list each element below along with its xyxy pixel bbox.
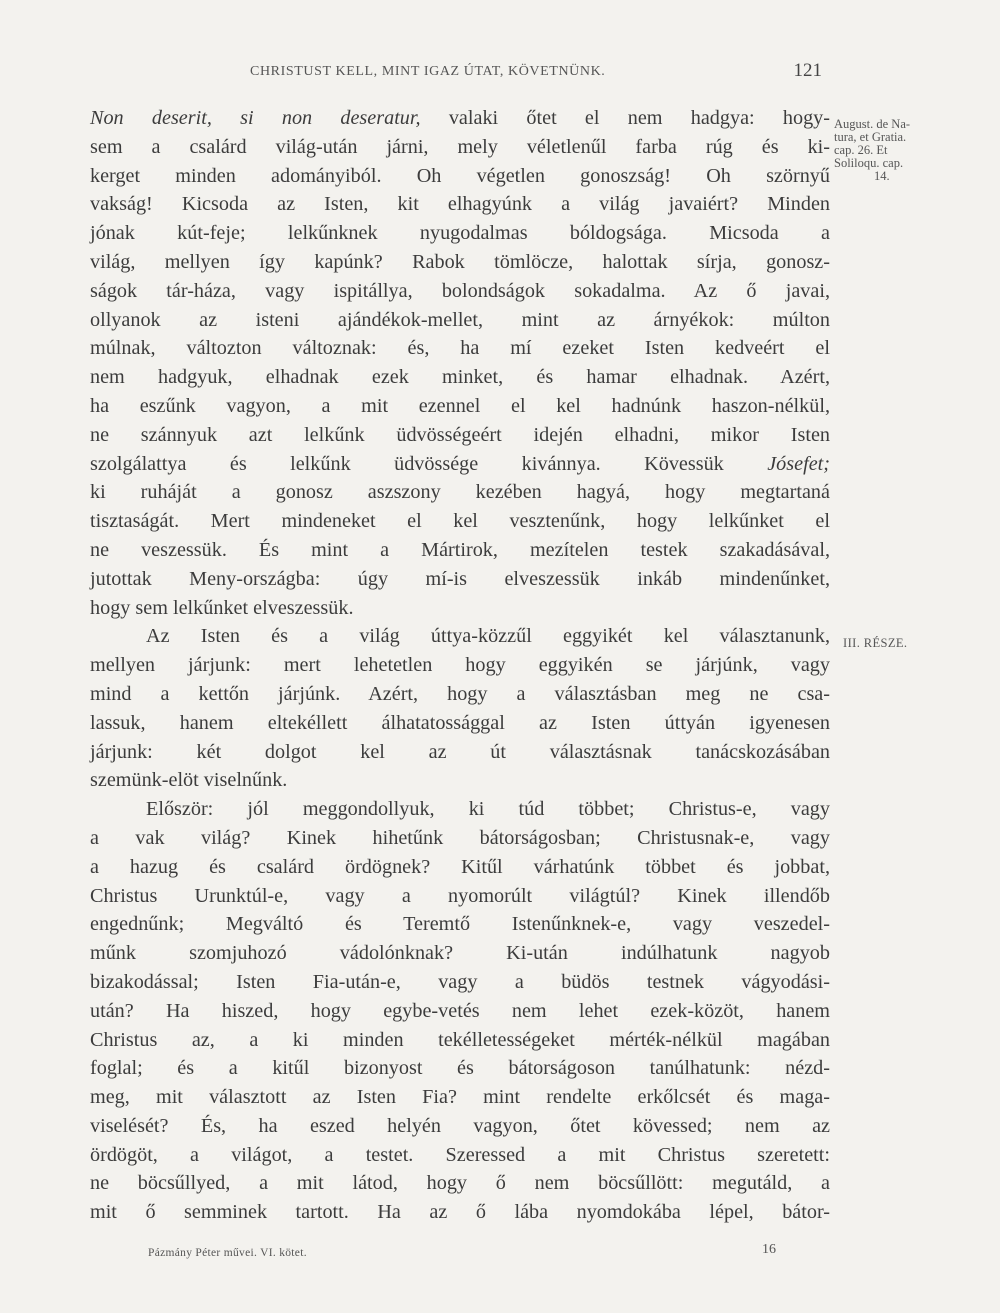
text-line: nem hadgyuk, elhadnak ezek minket, és hamar elhadnak. Azért, xyxy=(90,366,830,389)
margin-note-section: III. RÉSZE. xyxy=(843,636,908,650)
text-line: mellyen járjunk: mert lehetetlen hogy eggyikén se járjúnk, vagy xyxy=(90,654,830,677)
latin-quote: Non deserit, si non deseratur, xyxy=(90,107,421,129)
paragraph-end-line: hogy sem lelkűnket elveszessük. xyxy=(90,596,354,619)
text-line xyxy=(90,450,830,479)
text-line: a vak világ? Kinek hihetűnk bátorságosban; Christusnak-e, vagy xyxy=(90,826,830,849)
text-line: sem a csalárd világ-után járni, mely véletlenűl farba rúg és ki- xyxy=(90,135,830,158)
margin-note-august xyxy=(834,118,954,183)
text-line: a hazug és csalárd ördögnek? Kitűl várhatúnk többet és jobbat, xyxy=(90,855,830,878)
text-line: ki ruháját a gonosz aszszony kezében hagyá, hogy megtartaná xyxy=(90,481,830,504)
text-line: kerget minden adományiból. Oh végetlen gonoszság! Oh szörnyű xyxy=(90,164,830,187)
text-span: szolgálattya és lelkűnk üdvössége kivánnya. Kövessük xyxy=(90,452,768,475)
margin-note-line: tura, et Gratia. xyxy=(834,130,907,144)
margin-note-line: August. de Na- xyxy=(834,117,911,131)
text-line: jónak kút-feje; lelkűnknek nyugodalmas bóldogsága. Micsoda a xyxy=(90,222,830,245)
body-text xyxy=(90,104,830,1227)
text-line: Christus az, a ki minden tekélletességeket mérték-nélkül magában xyxy=(90,1028,830,1051)
text-line: műnk szomjuhozó vádolónknak? Ki-után indúlhatunk nagyob xyxy=(90,942,830,965)
text-span: valaki őtet el nem hadgya: hogy- xyxy=(420,107,830,129)
text-line: jutottak Meny-országba: úgy mí-is elveszessük inkáb mindenűnket, xyxy=(90,567,830,590)
text-line: foglal; és a kitűl bizonyost és bátorságoson tanúlhatunk: nézd- xyxy=(90,1057,830,1080)
margin-note-line: Soliloqu. cap. xyxy=(834,156,904,170)
text-line: világ, mellyen így kapúnk? Rabok tömlöcze, halottak sírja, gonosz- xyxy=(90,250,830,273)
text-line: múlnak, változton változnak: és, ha mí ezeket Isten kedveért el xyxy=(90,337,830,360)
text-line: vakság! Kicsoda az Isten, kit elhagyúnk a világ javaiért? Minden xyxy=(90,193,830,216)
paragraph-start-line: Az Isten és a világ úttya-közzűl eggyikét kel választanunk, xyxy=(146,625,830,648)
text-line: ne szánnyuk azt lelkűnk üdvösségeért idején elhadni, mikor Isten xyxy=(90,423,830,446)
text-line: ságok tár-háza, vagy ispitállya, bolondságok sokadalma. Az ő javai, xyxy=(90,279,830,302)
running-title: CHRISTUST KELL, MINT IGAZ ÚTAT, KÖVETNÜNK. xyxy=(250,64,606,79)
text-line xyxy=(90,104,830,133)
page-number: 121 xyxy=(793,60,822,81)
text-line: után? Ha hiszed, hogy egybe-vetés nem lehet ezek-közöt, hanem xyxy=(90,999,830,1022)
text-line: ne böcsűllyed, a mit látod, hogy ő nem böcsűllött: megutáld, a xyxy=(90,1172,830,1195)
text-line: ne veszessük. És mint a Mártirok, mezítelen testek szakadásával, xyxy=(90,538,830,561)
running-header xyxy=(90,62,830,82)
margin-note-line: cap. 26. Et xyxy=(834,143,888,157)
text-line: járjunk: két dolgot kel az út választásnak tanácskozásában xyxy=(90,740,830,763)
margin-note-line: 14. xyxy=(874,169,890,183)
text-line: mind a kettőn járjúnk. Azért, hogy a választásban meg ne csa- xyxy=(90,682,830,705)
text-line: lassuk, hanem eltekéllett álhatatossággal az Isten úttyán igyenesen xyxy=(90,711,830,734)
text-line: mit ő semminek tartott. Ha az ő lába nyomdokába lépel, bátor- xyxy=(90,1201,830,1224)
text-line: ha eszűnk vagyon, a mit ezennel el kel hadnúnk haszon-nélkül, xyxy=(90,394,830,417)
signature-mark: 16 xyxy=(762,1242,776,1257)
text-line: viselését? És, ha eszed helyén vagyon, őtet kövessed; nem az xyxy=(90,1114,830,1137)
footer-signature: Pázmány Péter művei. VI. kötet. xyxy=(148,1247,307,1259)
text-line: meg, mit választott az Isten Fia? mint rendelte erkőlcsét és maga- xyxy=(90,1086,830,1109)
text-line: ollyanok az isteni ajándékok-mellet, mint az árnyékok: múlton xyxy=(90,308,830,331)
text-line: Christus Urunktúl-e, vagy a nyomorúlt világtúl? Kinek illendőb xyxy=(90,884,830,907)
text-line: ördögöt, a világot, a testet. Szeressed a mit Christus szeretett: xyxy=(90,1143,830,1166)
paragraph-start-line: Először: jól meggondollyuk, ki túd többet; Christus-e, vagy xyxy=(146,798,830,821)
italic-name: Jósefet; xyxy=(767,452,830,475)
text-line: engednűnk; Megváltó és Teremtő Istenűnknek-e, vagy veszedel- xyxy=(90,913,830,936)
paragraph-end-line: szemünk-elöt viselnűnk. xyxy=(90,769,288,792)
text-line: tisztaságát. Mert mindeneket el kel vesztenűnk, hogy lelkűnket el xyxy=(90,510,830,533)
text-line: bizakodással; Isten Fia-után-e, vagy a büdös testnek vágyodási- xyxy=(90,970,830,993)
